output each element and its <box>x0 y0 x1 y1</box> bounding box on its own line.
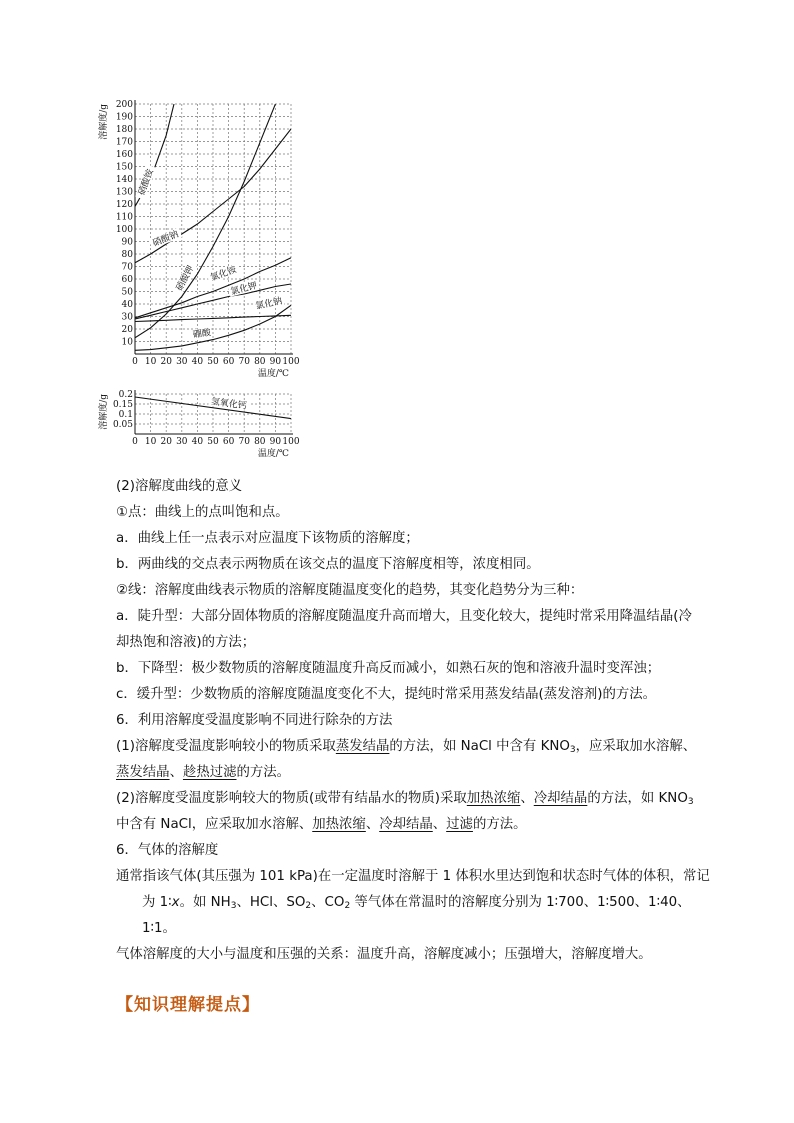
y-tick-label: 180 <box>115 125 133 135</box>
text-run: 的方法。 <box>472 817 527 832</box>
y-tick-label: 80 <box>121 250 133 260</box>
series-label: 氢氧化钙 <box>210 396 248 412</box>
text-run: 、 <box>365 817 380 832</box>
x-tick-label: 90 <box>269 437 282 447</box>
series-label: 硝酸铵 <box>137 168 156 197</box>
variable-x: x <box>171 895 180 910</box>
underlined-answer: 冷却结晶 <box>379 817 433 832</box>
series-label: 硝酸钠 <box>151 229 181 250</box>
x-tick-label: 70 <box>238 437 250 447</box>
x-tick-label: 90 <box>269 357 282 367</box>
x-tick-label: 50 <box>207 357 219 367</box>
text-line <box>116 734 706 760</box>
x-tick-label: 40 <box>191 437 204 447</box>
subscript: 2 <box>344 901 351 911</box>
x-tick-label: 20 <box>160 437 172 447</box>
y-tick-label: 100 <box>115 225 133 235</box>
y-tick-label: 190 <box>115 112 133 123</box>
series-label: 氯化钾 <box>229 281 259 298</box>
x-tick-label: 0 <box>132 357 138 367</box>
subscript: 3 <box>569 745 576 755</box>
text-line: ①点：曲线上的点叫饱和点。 <box>116 505 289 520</box>
text-run: 为 1∶ <box>142 895 172 910</box>
text-run: 的方法。 <box>236 765 291 780</box>
text-run: (1)溶解度受温度影响较小的物质采取 <box>116 739 336 754</box>
series-label: 氯化铵 <box>209 264 238 284</box>
x-axis-title: 温度/℃ <box>257 449 289 459</box>
underlined-answer: 蒸发结晶 <box>116 765 170 780</box>
subscript: 3 <box>230 901 237 911</box>
y-tick-label: 20 <box>121 325 133 335</box>
y-tick-label: 130 <box>115 187 133 198</box>
y-tick-label: 60 <box>121 275 133 285</box>
y-tick-label: 50 <box>121 287 133 298</box>
text-run: 。如 NH <box>179 895 231 910</box>
underlined-answer: 过滤 <box>446 817 473 832</box>
y-axis-title: 溶解度/g <box>99 104 109 140</box>
x-tick-label: 100 <box>282 437 300 447</box>
x-tick-label: 10 <box>144 437 157 447</box>
y-axis-title: 溶解度/g <box>99 394 109 430</box>
y-tick-label: 40 <box>121 300 133 310</box>
y-tick-label: 0.2 <box>118 390 133 400</box>
y-tick-label: 170 <box>115 137 133 148</box>
text-line <box>116 890 706 916</box>
text-line <box>116 786 706 812</box>
x-tick-label: 30 <box>176 437 188 447</box>
subscript: 2 <box>305 901 312 911</box>
y-tick-label: 200 <box>115 100 133 110</box>
text-line <box>116 760 706 786</box>
text-line: a．陡升型：大部分固体物质的溶解度随温度升高而增大，且变化较大，提纯时常采用降温结晶(冷 <box>116 609 692 624</box>
underlined-answer: 冷却结晶 <box>533 791 588 806</box>
x-tick-label: 80 <box>254 357 266 367</box>
text-line: 气体溶解度的大小与温度和压强的关系：温度升高，溶解度减小；压强增大，溶解度增大。 <box>116 947 652 962</box>
x-tick-label: 40 <box>191 357 204 367</box>
text-line: 1∶1。 <box>142 921 176 936</box>
x-axis-title: 温度/℃ <box>257 369 289 379</box>
y-tick-label: 120 <box>115 200 133 210</box>
text-line: a．曲线上任一点表示对应温度下该物质的溶解度； <box>116 531 419 546</box>
text-line: 却热饱和溶液)的方法； <box>116 635 256 650</box>
y-tick-label: 0.1 <box>118 410 133 420</box>
section-title: 【知识理解提点】 <box>116 995 260 1015</box>
y-tick-label: 0.05 <box>112 420 133 430</box>
text-line: b．下降型：极少数物质的溶解度随温度升高反而减小，如熟石灰的饱和溶液升温时变浑浊； <box>116 661 661 676</box>
text-line: b．两曲线的交点表示两物质在该交点的温度下溶解度相等，浓度相同。 <box>116 557 540 572</box>
x-tick-label: 20 <box>160 357 172 367</box>
solubility-curve-svg <box>98 96 308 378</box>
y-tick-label: 140 <box>115 175 133 185</box>
x-tick-label: 10 <box>144 357 157 367</box>
y-tick-label: 10 <box>121 337 133 348</box>
text-run: 、 <box>432 817 447 832</box>
x-tick-label: 0 <box>132 437 138 447</box>
series-label: 氯化钠 <box>254 296 284 312</box>
y-tick-label: 70 <box>121 262 133 273</box>
body-text <box>116 474 710 968</box>
text-run: 中含有 NaCl，应采取加水溶解、 <box>116 817 313 832</box>
text-line: ②线：溶解度曲线表示物质的溶解度随温度变化的趋势，其变化趋势分为三种： <box>116 583 584 598</box>
text-line: (2)溶解度曲线的意义 <box>116 479 243 494</box>
text-run: 、CO <box>311 895 345 910</box>
text-run: (2)溶解度受温度影响较大的物质(或带有结晶水的物质)采取 <box>116 791 467 806</box>
text-run: 的方法，如 KNO <box>587 791 688 806</box>
x-tick-label: 60 <box>222 437 235 447</box>
calcium-hydroxide-chart <box>98 384 308 468</box>
underlined-answer: 趁热过滤 <box>182 765 237 780</box>
underlined-answer: 加热浓缩 <box>466 791 521 806</box>
y-tick-label: 30 <box>121 312 133 323</box>
x-tick-label: 70 <box>238 357 250 367</box>
x-tick-label: 30 <box>176 357 188 367</box>
calcium-hydroxide-svg <box>98 384 308 468</box>
subscript: 3 <box>687 797 694 807</box>
text-run: 、 <box>169 765 183 780</box>
y-tick-label: 0.15 <box>112 400 133 410</box>
y-tick-label: 110 <box>115 212 133 223</box>
heading-line: 6．利用溶解度受温度影响不同进行除杂的方法 <box>116 713 393 728</box>
text-run: 等气体在常温时的溶解度分别为 1∶700、1∶500、1∶40、 <box>350 895 691 910</box>
text-line: c．缓升型：少数物质的溶解度随温度变化不大，提纯时常采用蒸发结晶(蒸发溶剂)的方法。 <box>116 687 657 702</box>
text-run: 的方法，如 NaCl 中含有 KNO <box>389 739 570 754</box>
x-tick-label: 60 <box>222 357 235 367</box>
text-line: 通常指该气体(其压强为 101 kPa)在一定温度时溶解于 1 体积水里达到饱和状态时气体的体积，常记 <box>116 869 710 884</box>
heading-line: 6．气体的溶解度 <box>116 843 219 858</box>
underlined-answer: 蒸发结晶 <box>335 739 390 754</box>
x-tick-label: 80 <box>254 437 266 447</box>
x-tick-label: 100 <box>282 357 300 367</box>
underlined-answer: 加热浓缩 <box>312 817 366 832</box>
solubility-curve-chart <box>98 96 308 378</box>
series-label: 硼酸 <box>192 328 212 341</box>
text-line <box>116 812 706 838</box>
text-run: 、HCl、SO <box>236 895 306 910</box>
y-tick-label: 90 <box>121 237 133 248</box>
y-tick-label: 150 <box>115 162 133 173</box>
series-label: 硝酸钾 <box>174 264 197 293</box>
x-tick-label: 50 <box>207 437 219 447</box>
text-run: ，应采取加水溶解、 <box>575 739 697 754</box>
text-run: 、 <box>520 791 534 806</box>
y-tick-label: 160 <box>115 150 133 160</box>
